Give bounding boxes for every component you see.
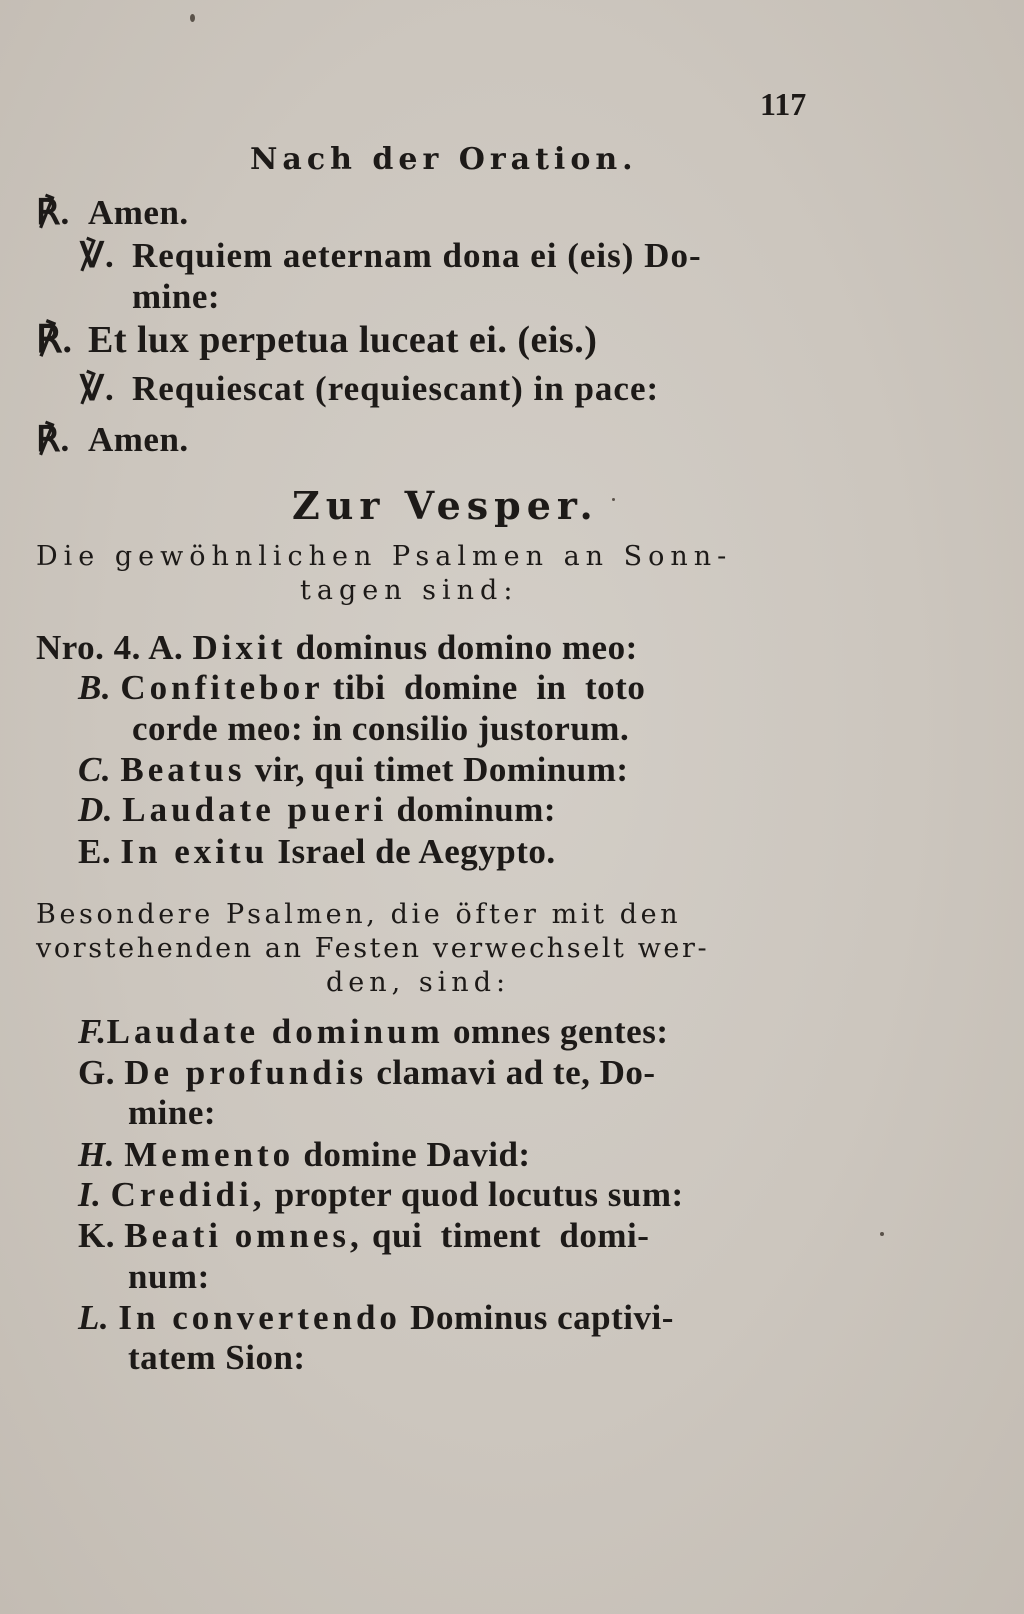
versicle-line bbox=[80, 236, 702, 276]
psalm-incipit: Laudate pueri bbox=[122, 790, 388, 829]
heading-zur-vesper: Zur Vesper. bbox=[292, 483, 599, 528]
psalm-text: num: bbox=[128, 1257, 210, 1296]
psalm-continuation bbox=[132, 709, 629, 749]
psalm-text: dominum: bbox=[396, 790, 557, 829]
psalm-line bbox=[36, 628, 638, 668]
intro-line: tagen sind: bbox=[300, 575, 519, 606]
line-text: Amen. bbox=[88, 193, 189, 232]
psalm-text: omnes gentes: bbox=[453, 1012, 669, 1051]
psalm-incipit: Laudate dominum bbox=[106, 1012, 444, 1051]
line-text: Et lux perpetua luceat ei. (eis.) bbox=[88, 319, 598, 361]
psalm-incipit: Confitebor bbox=[120, 668, 324, 707]
psalm-text: dominus domino meo: bbox=[295, 628, 638, 667]
psalm-text: vir, qui timet Dominum: bbox=[254, 750, 629, 789]
psalm-line bbox=[78, 1012, 669, 1052]
response-line bbox=[36, 320, 597, 360]
heading-nach-der-oration: Nach der Oration. bbox=[250, 142, 638, 177]
psalm-label: C. bbox=[78, 750, 112, 789]
paper-speck bbox=[880, 1232, 884, 1236]
psalm-text: Dominus captivi- bbox=[410, 1298, 674, 1337]
psalm-label: B. bbox=[78, 668, 112, 707]
psalm-text: corde meo: in consilio justorum. bbox=[132, 709, 630, 748]
intro-line: den, sind: bbox=[326, 967, 511, 998]
psalm-label: Nro. 4. A. bbox=[36, 628, 184, 667]
psalm-label: K. bbox=[78, 1216, 115, 1255]
response-line bbox=[36, 193, 189, 233]
psalm-incipit: Dixit bbox=[192, 628, 287, 667]
continuation-line bbox=[132, 277, 220, 317]
psalm-line bbox=[78, 1053, 656, 1093]
response-symbol: ℟. bbox=[36, 420, 70, 459]
versicle-symbol: ℣. bbox=[80, 369, 115, 408]
psalm-label: H. bbox=[78, 1135, 115, 1174]
psalm-label: L. bbox=[78, 1298, 110, 1337]
line-text: Amen. bbox=[88, 420, 189, 459]
psalm-incipit: Beatus bbox=[120, 750, 246, 789]
response-line bbox=[36, 420, 189, 460]
versicle-line bbox=[80, 369, 659, 409]
intro-line: Besondere Psalmen, die öfter mit den bbox=[36, 899, 682, 930]
psalm-line bbox=[78, 1298, 674, 1338]
psalm-line bbox=[78, 1216, 649, 1256]
line-text: mine: bbox=[132, 277, 221, 316]
psalm-incipit: Credidi, bbox=[110, 1175, 266, 1214]
line-text: Requiem aeternam dona ei (eis) Do- bbox=[132, 236, 702, 275]
psalm-text: domine David: bbox=[303, 1135, 531, 1174]
psalm-incipit: In convertendo bbox=[118, 1298, 401, 1337]
psalm-line bbox=[78, 790, 556, 830]
response-symbol: ℟. bbox=[36, 193, 70, 232]
psalm-line bbox=[78, 1175, 684, 1215]
psalm-line bbox=[78, 1135, 531, 1175]
psalm-line bbox=[78, 750, 629, 790]
psalm-text: qui timent domi- bbox=[372, 1216, 650, 1255]
line-text: Requiescat (requiescant) in pace: bbox=[132, 369, 660, 408]
psalm-text: tibi domine in toto bbox=[332, 668, 646, 707]
psalm-label: I. bbox=[78, 1175, 102, 1214]
paper-speck bbox=[612, 498, 615, 501]
psalm-label: E. bbox=[78, 832, 112, 871]
intro-line: Die gewöhnlichen Psalmen an Sonn- bbox=[36, 541, 733, 572]
intro-line: vorstehenden an Festen verwechselt wer- bbox=[36, 933, 710, 964]
psalm-text: Israel de Aegypto. bbox=[277, 832, 556, 871]
paper-speck bbox=[190, 14, 195, 22]
psalm-label: F. bbox=[78, 1012, 107, 1051]
response-symbol: ℟. bbox=[36, 319, 73, 361]
psalm-continuation bbox=[128, 1257, 210, 1297]
psalm-incipit: De profundis bbox=[124, 1053, 368, 1092]
psalm-incipit: Memento bbox=[124, 1135, 295, 1174]
page-number: 117 bbox=[760, 86, 807, 122]
psalm-label: G. bbox=[78, 1053, 115, 1092]
psalm-continuation bbox=[128, 1093, 216, 1133]
psalm-continuation bbox=[128, 1338, 306, 1378]
psalm-line bbox=[78, 668, 645, 708]
psalm-text: tatem Sion: bbox=[128, 1338, 306, 1377]
psalm-text: mine: bbox=[128, 1093, 217, 1132]
psalm-text: clamavi ad te, Do- bbox=[376, 1053, 656, 1092]
psalm-label: D. bbox=[78, 790, 114, 829]
psalm-incipit: In exitu bbox=[120, 832, 269, 871]
versicle-symbol: ℣. bbox=[80, 236, 115, 275]
psalm-line bbox=[78, 832, 556, 872]
psalm-text: propter quod locutus sum: bbox=[274, 1175, 684, 1214]
psalm-incipit: Beati omnes, bbox=[124, 1216, 363, 1255]
